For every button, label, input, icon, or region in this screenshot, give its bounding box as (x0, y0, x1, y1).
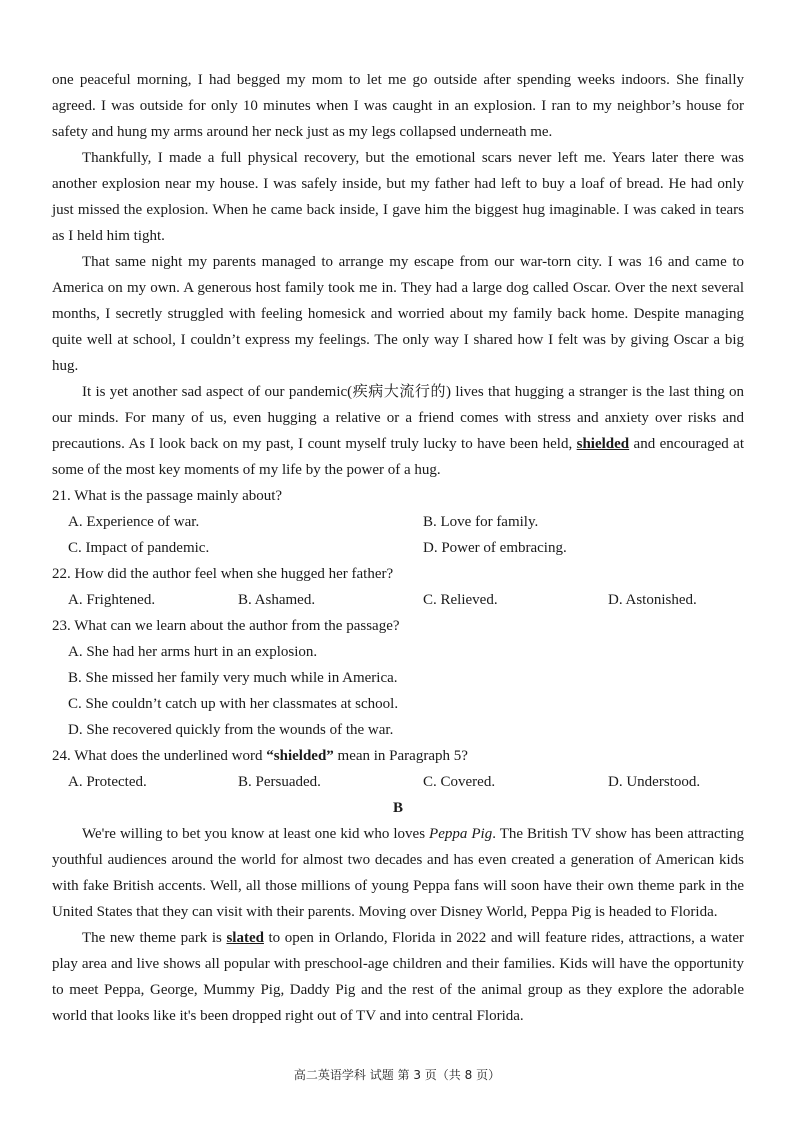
question-21-option-b: B. Love for family. (423, 514, 539, 530)
passage-a-paragraph-4 (52, 379, 744, 483)
question-24-stem-end: mean in Paragraph 5? (333, 748, 468, 764)
question-24-option-d: D. Understood. (608, 774, 701, 790)
question-23-stem: 23. What can we learn about the author from the passage? (52, 618, 400, 634)
question-21-option-a: A. Experience of war. (68, 514, 200, 530)
question-22-option-c: C. Relieved. (423, 592, 498, 608)
page-footer: 高二英语学科 试题 第 3 页（共 8 页） (293, 1068, 501, 1082)
passage-b-p2-start: The new theme park is (82, 930, 227, 946)
question-22-stem: 22. How did the author feel when she hugged her father? (52, 566, 394, 582)
question-24-option-a: A. Protected. (68, 774, 147, 790)
question-21-option-c: C. Impact of pandemic. (68, 540, 210, 556)
section-b-title: B (392, 800, 403, 816)
question-24-options (52, 769, 744, 795)
question-23-option-d: D. She recovered quickly from the wounds of the war. (68, 722, 394, 738)
question-23-option-b: B. She missed her family very much while in America. (68, 670, 398, 686)
passage-b-p2-end: to open in Orlando, Florida in 2022 and will feature rides, attractions, a water play area and live shows all popular with preschool-age children and their families. Kids will have the opportunity to meet Peppa, George, Mummy Pig, Daddy Pig and the rest of the animal group as they explore the adorable world that looks like it's been dropped right out of TV and into central Florida. (52, 930, 744, 1024)
passage-b-paragraph-1 (52, 821, 744, 925)
question-21-options (52, 509, 744, 561)
passage-a-paragraph-3: That same night my parents managed to arrange my escape from our war-torn city. I was 16 and came to America on my own. A generous host family took me in. They had a large dog called Oscar. Over the next several months, I secretly struggled with feeling homesick and worried about my family back home. Despite managing quite well at school, I couldn’t express my feelings. The only way I shared how I felt was by giving Oscar a big hug. (52, 254, 744, 374)
passage-b-p1-end: . The British TV show has been attracting youthful audiences around the world for almost two decades and has even created a generation of American kids with fake British accents. Well, all those millions of young Peppa fans will soon have their own theme park in the United States that they can visit with their parents. Moving over Disney World, Peppa Pig is headed to Florida. (52, 826, 744, 920)
passage-a-paragraph-2: Thankfully, I made a full physical recovery, but the emotional scars never left me. Years later there was another explosion near my house. I was safely inside, but my father had left to buy a loaf of bread. He had only just missed the explosion. When he came back inside, I gave him the biggest hug imaginable. I was caked in tears as I held him tight. (52, 150, 744, 244)
question-23-option-a: A. She had her arms hurt in an explosion. (68, 644, 318, 660)
question-24-stem-start: 24. What does the underlined word (52, 748, 267, 764)
question-22-option-a: A. Frightened. (68, 592, 156, 608)
question-22-options (52, 587, 744, 613)
paragraph-4-text-start: It is yet another sad aspect of our pandemic(疾病大流行的) lives that hugging a stranger is the last thing on our minds. For many of us, even hugging a relative or a friend comes with stress and anxiety over risks and precautions. As I look back on my past, I count myself truly lucky to have been held, (52, 384, 744, 452)
question-22-option-b: B. Ashamed. (238, 592, 316, 608)
question-24-option-b: B. Persuaded. (238, 774, 321, 790)
paragraph-4-text-end: and encouraged at some of the most key moments of my life by the power of a hug. (52, 436, 745, 478)
underlined-word-slated: slated (226, 930, 264, 946)
passage-a-paragraph-1: one peaceful morning, I had begged my mom to let me go outside after spending weeks indoors. She finally agreed. I was outside for only 10 minutes when I was caught in an explosion. I ran to my neighbor’s house for safety and hung my arms around her neck just as my legs collapsed underneath me. (52, 72, 744, 140)
document-page (52, 67, 744, 1029)
question-24-option-c: C. Covered. (423, 774, 496, 790)
underlined-word-shielded: shielded (576, 436, 630, 452)
question-23-option-c: C. She couldn’t catch up with her classmates at school. (68, 696, 399, 712)
passage-b-p1-start: We're willing to bet you know at least one kid who loves (82, 826, 430, 842)
peppa-pig-title: Peppa Pig (429, 826, 493, 842)
question-22-option-d: D. Astonished. (608, 592, 697, 608)
question-24-stem-word: “shielded” (266, 748, 334, 764)
question-24-stem (52, 743, 744, 769)
question-21-stem: 21. What is the passage mainly about? (52, 488, 283, 504)
question-21-option-d: D. Power of embracing. (423, 540, 567, 556)
passage-b-paragraph-2 (52, 925, 744, 1029)
